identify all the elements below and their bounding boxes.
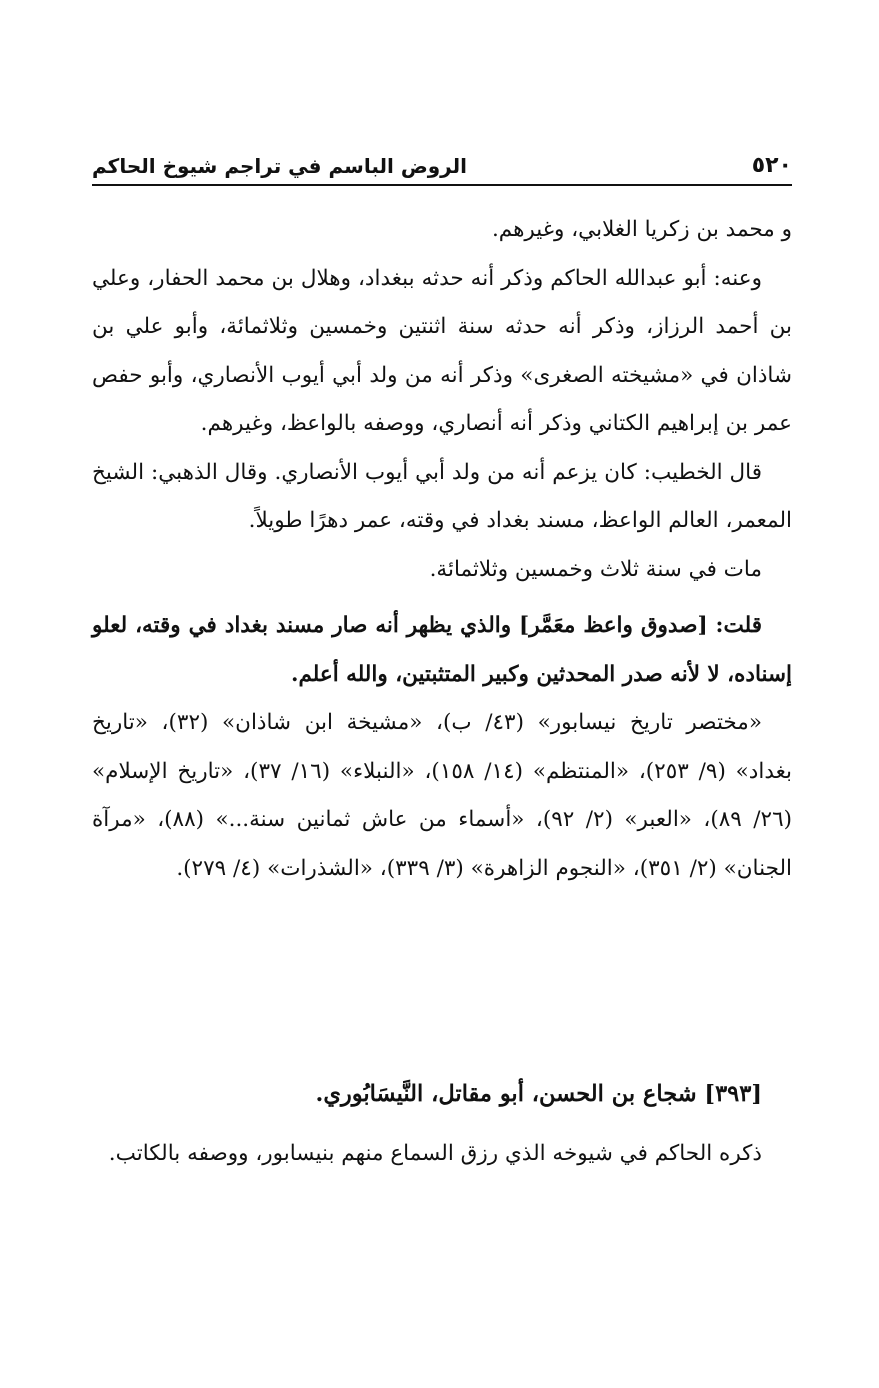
entry-heading: [٣٩٣] شجاع بن الحسن، أبو مقاتل، النَّيسَابُوري. (315, 1081, 762, 1107)
paragraph-death: مات في سنة ثلاث وخمسين وثلاثمائة. (429, 556, 762, 582)
paragraph-teachers-end: و محمد بن زكريا الغلابي، وغيرهم. (491, 217, 792, 242)
paragraph-students: وعنه: أبو عبدالله الحاكم وذكر أنه حدثه ببغداد، وهلال بن محمد الحفار، وعلي بن أحمد الرزاز، وذكر أنه حدثه سنة اثنتين وخمسين وثلاثمائة، وأبو علي بن شاذان في «مشيخته الصغرى» وذكر أنه من ولد أبي أيوب الأنصاري، وأبو حفص عمر بن إبراهيم الكتاني وذكر أنه أنصاري، ووصفه بالواعظ، وغيرهم. (92, 265, 792, 436)
entry-body: ذكره الحاكم في شيوخه الذي رزق السماع منهم بنيسابور، ووصفه بالكاتب. (108, 1141, 762, 1166)
main-text (92, 206, 792, 893)
paragraph-khatib-dhahabi: قال الخطيب: كان يزعم أنه من ولد أبي أيوب الأنصاري. وقال الذهبي: الشيخ المعمر، العالم الواعظ، مسند بغداد في وقته، عمر دهرًا طويلاً. (92, 459, 792, 533)
paragraph-sources: «مختصر تاريخ نيسابور» (٤٣/ ب)، «مشيخة ابن شاذان» (٣٢)، «تاريخ بغداد» (٩/ ٢٥٣)، «المنتظم» (١٤/ ١٥٨)، «النبلاء» (١٦/ ٣٧)، «تاريخ الإسلام» (٢٦/ ٨٩)، «العبر» (٢/ ٩٢)، «أسماء من عاش ثمانين سنة...» (٨٨)، «مرآة الجنان» (٢/ ٣٥١)، «النجوم الزاهرة» (٣/ ٣٣٩)، «الشذرات» (٤/ ٢٧٩). (92, 710, 793, 881)
running-header (92, 138, 792, 186)
page-number: ٥٢٠ (751, 153, 792, 178)
paragraph-author-note: قلت: [صدوق واعظ معَمَّر] والذي يظهر أنه صار مسند بغداد في وقته، لعلو إسناده، لا لأنه صدر المحدثين وكبير المتثبتين، والله أعلم. (92, 613, 792, 687)
book-title: الروض الباسم في تراجم شيوخ الحاكم (92, 154, 467, 178)
